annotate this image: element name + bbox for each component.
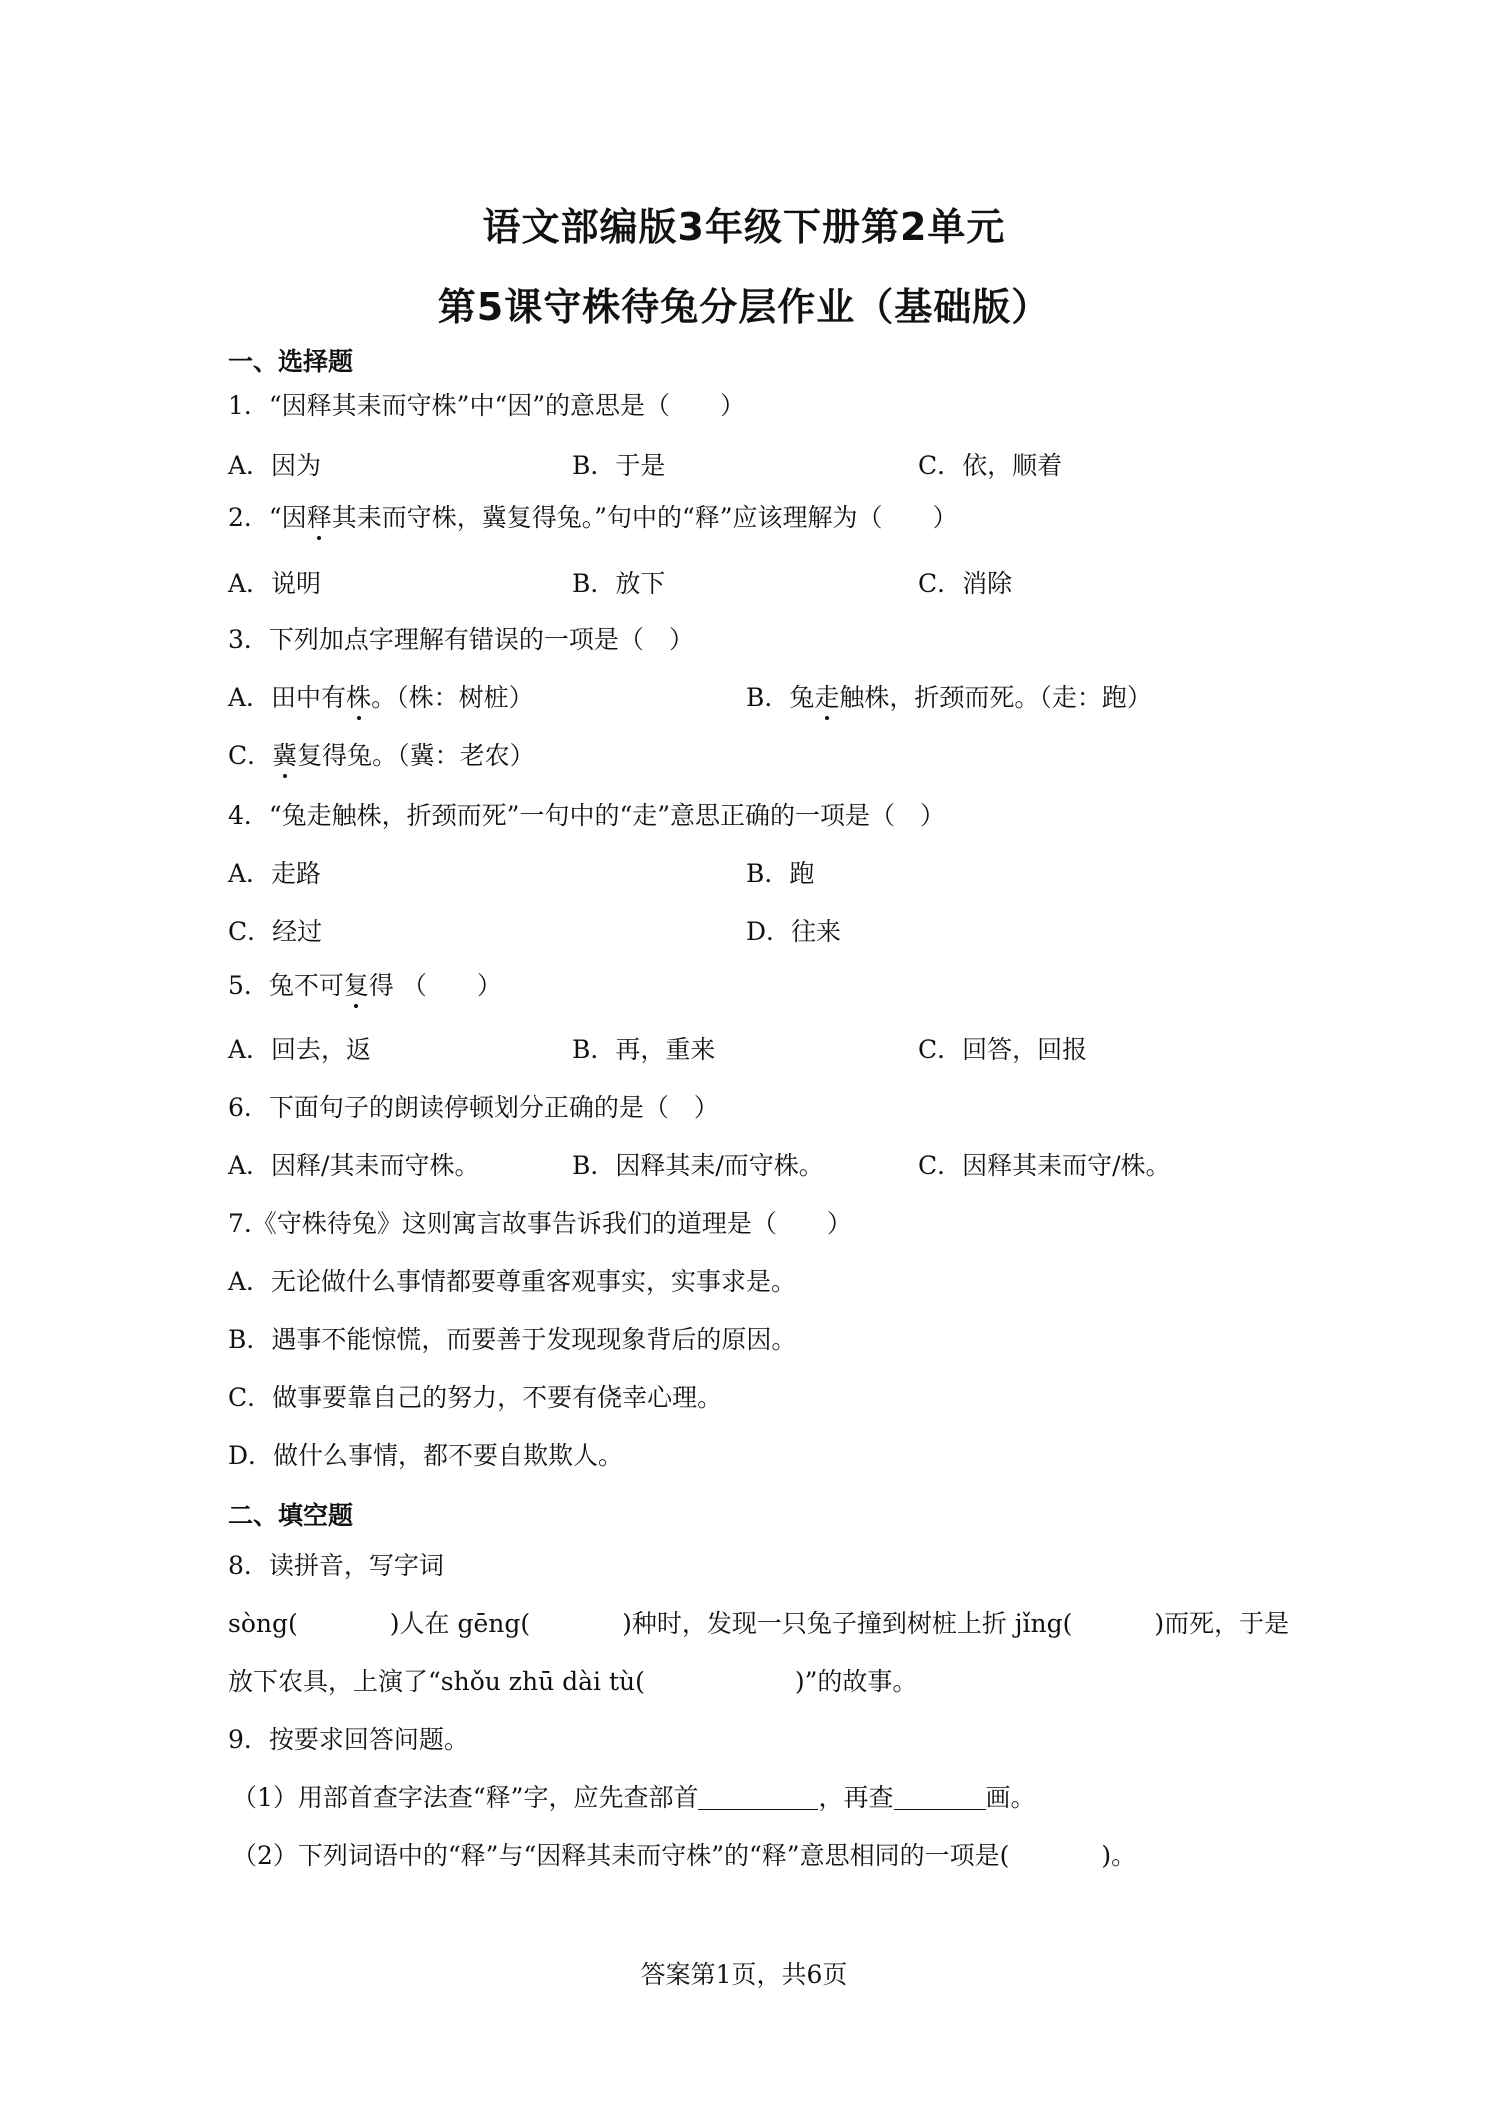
title-line-2: 第5课守株待兔分层作业（基础版） <box>437 285 1051 329</box>
q4-option-d: D．往来 <box>746 917 842 946</box>
emphasis-dot-char: 冀 <box>272 741 298 770</box>
q1-option-a: A．因为 <box>228 451 322 480</box>
q4-option-b: B．跑 <box>746 859 815 888</box>
emphasis-dot-char: 复 <box>343 971 369 1000</box>
q7-option-a: A．无论做什么事情都要尊重客观事实，实事求是。 <box>228 1267 797 1296</box>
q5-option-b: B．再，重来 <box>572 1035 716 1064</box>
question-4: 4．“兔走触株，折颈而死”一句中的“走”意思正确的一项是（ ） <box>228 801 946 830</box>
q8-pinyin-line-1: sòng( )人在 gēng( )种时，发现一只兔子撞到树桩上折 jǐng( )而死，于是 <box>228 1609 1290 1638</box>
q8-pinyin-line-2: 放下农具，上演了“shǒu zhū dài tù( )”的故事。 <box>228 1667 918 1696</box>
q5-option-c: C．回答，回报 <box>918 1035 1088 1064</box>
q2-option-c: C．消除 <box>918 569 1013 598</box>
title-line-1: 语文部编版3年级下册第2单元 <box>482 205 1006 249</box>
section-multiple-choice: 一、选择题 <box>228 347 354 376</box>
q7-option-b: B．遇事不能惊慌，而要善于发现现象背后的原因。 <box>228 1325 797 1354</box>
q6-option-b: B．因释其耒/而守株。 <box>572 1151 824 1180</box>
answer-blank[interactable] <box>698 1787 818 1810</box>
q1-option-b: B．于是 <box>572 451 666 480</box>
q2-option-a: A．说明 <box>228 569 322 598</box>
question-1: 1．“因释其耒而守株”中“因”的意思是（ ） <box>228 391 746 420</box>
q5-option-a: A．回去，返 <box>228 1035 372 1064</box>
section-fill-in: 二、填空题 <box>228 1501 354 1530</box>
page-footer: 答案第1页，共6页 <box>640 1960 848 1989</box>
q7-option-c: C．做事要靠自己的努力，不要有侥幸心理。 <box>228 1383 723 1412</box>
emphasis-dot-char: 释 <box>306 503 332 532</box>
q6-option-a: A．因释/其耒而守株。 <box>228 1151 480 1180</box>
q3-option-a: A．田中有株。（株：树桩） <box>228 683 534 712</box>
question-7: 7.《守株待兔》这则寓言故事告诉我们的道理是（ ） <box>228 1209 852 1238</box>
question-3: 3．下列加点字理解有错误的一项是（ ） <box>228 625 694 654</box>
q2-option-b: B．放下 <box>572 569 666 598</box>
q3-option-b: B．兔走触株，折颈而死。（走：跑） <box>746 683 1152 712</box>
question-9: 9．按要求回答问题。 <box>228 1725 469 1754</box>
q7-option-d: D．做什么事情，都不要自欺欺人。 <box>228 1441 624 1470</box>
q4-option-a: A．走路 <box>228 859 322 888</box>
question-8: 8．读拼音，写字词 <box>228 1551 444 1580</box>
q4-option-c: C．经过 <box>228 917 323 946</box>
q9-subquestion-1: （1）用部首查字法查“释”字，应先查部首 ，再查 画。 <box>232 1783 1036 1812</box>
q6-option-c: C．因释其耒而守/株。 <box>918 1151 1171 1180</box>
emphasis-dot-char: 走 <box>814 683 840 712</box>
question-6: 6．下面句子的朗读停顿划分正确的是（ ） <box>228 1093 719 1122</box>
question-5: 5．兔不可复得 （ ） <box>228 971 502 1000</box>
emphasis-dot-char: 株 <box>346 683 372 712</box>
q9-subquestion-2: （2）下列词语中的“释”与“因释其耒而守株”的“释”意思相同的一项是( )。 <box>232 1841 1137 1870</box>
answer-blank[interactable] <box>894 1787 986 1810</box>
q1-option-c: C．依，顺着 <box>918 451 1063 480</box>
q3-option-c: C．冀复得兔。（冀：老农） <box>228 741 535 770</box>
question-2: 2．“因释其耒而守株，冀复得兔。”句中的“释”应该理解为（ ） <box>228 503 958 532</box>
